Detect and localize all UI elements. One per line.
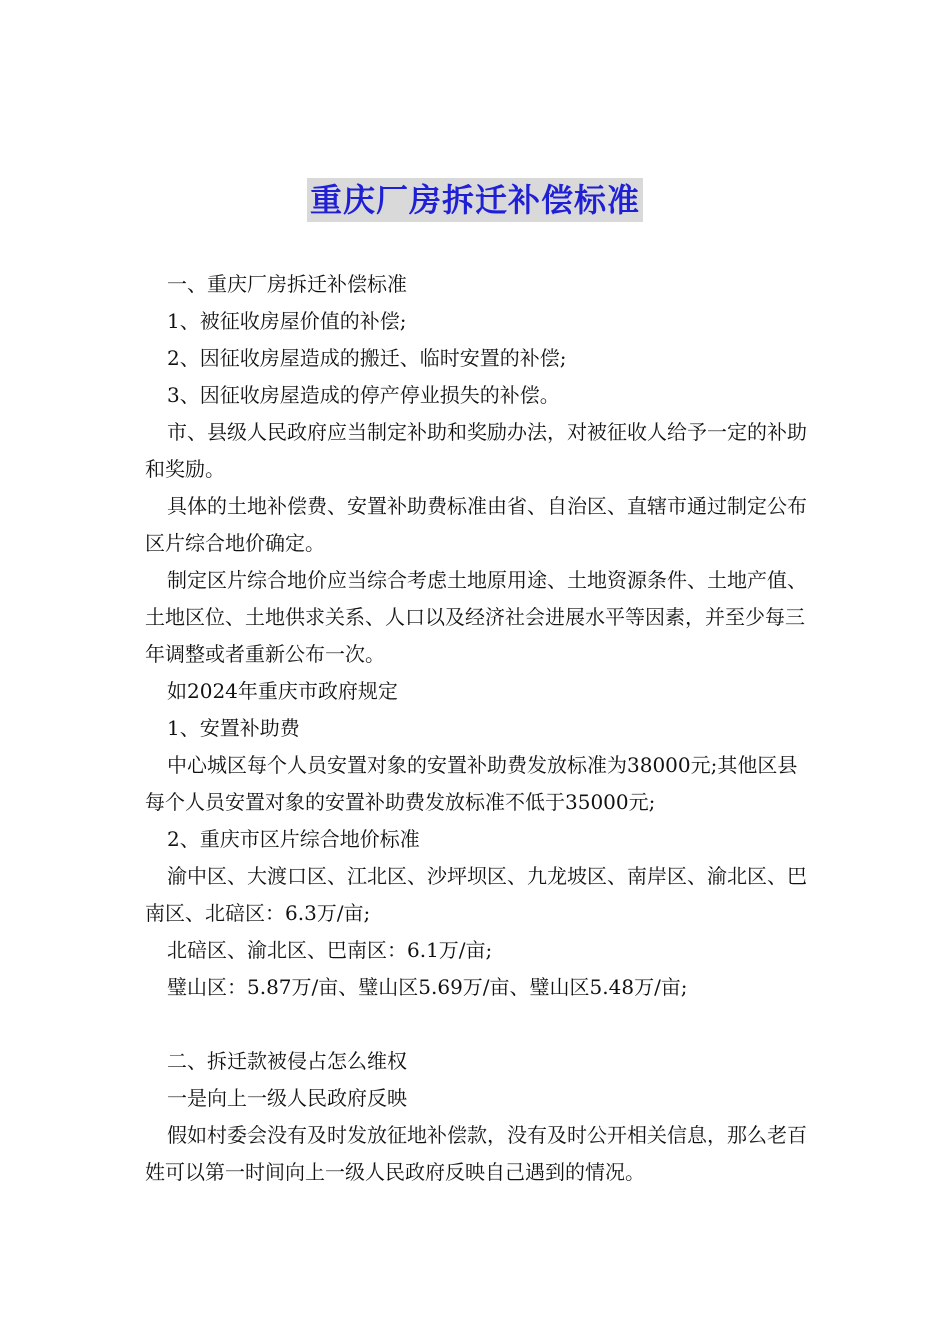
paragraph: 如2024年重庆市政府规定 bbox=[167, 679, 398, 703]
paragraph: 渝中区、大渡口区、江北区、沙坪坝区、九龙坡区、南岸区、渝北区、巴南区、北碚区：6.3万/亩; bbox=[145, 864, 807, 925]
list-item: 1、被征收房屋价值的补偿; bbox=[167, 309, 407, 333]
sub-heading: 2、重庆市区片综合地价标准 bbox=[167, 827, 420, 851]
title-container bbox=[0, 178, 950, 222]
paragraph: 璧山区：5.87万/亩、璧山区5.69万/亩、璧山区5.48万/亩; bbox=[167, 975, 688, 999]
document-title: 重庆厂房拆迁补偿标准 bbox=[307, 178, 643, 222]
sub-heading: 1、安置补助费 bbox=[167, 716, 300, 740]
paragraph: 中心城区每个人员安置对象的安置补助费发放标准为38000元;其他区县每个人员安置对象的安置补助费发放标准不低于35000元; bbox=[145, 753, 798, 814]
paragraph: 北碚区、渝北区、巴南区：6.1万/亩; bbox=[167, 938, 493, 962]
paragraph: 市、县级人民政府应当制定补助和奖励办法，对被征收人给予一定的补助和奖励。 bbox=[145, 420, 807, 481]
sub-heading: 一是向上一级人民政府反映 bbox=[167, 1086, 407, 1110]
section-heading-2: 二、拆迁款被侵占怎么维权 bbox=[167, 1049, 407, 1073]
paragraph: 假如村委会没有及时发放征地补偿款，没有及时公开相关信息，那么老百姓可以第一时间向上一级人民政府反映自己遇到的情况。 bbox=[145, 1123, 807, 1184]
paragraph: 制定区片综合地价应当综合考虑土地原用途、土地资源条件、土地产值、土地区位、土地供求关系、人口以及经济社会进展水平等因素，并至少每三年调整或者重新公布一次。 bbox=[145, 568, 807, 666]
document-body bbox=[145, 266, 807, 1191]
section-heading-1: 一、重庆厂房拆迁补偿标准 bbox=[167, 272, 407, 296]
paragraph: 具体的土地补偿费、安置补助费标准由省、自治区、直辖市通过制定公布区片综合地价确定。 bbox=[145, 494, 807, 555]
blank-line bbox=[145, 1006, 807, 1043]
list-item: 3、因征收房屋造成的停产停业损失的补偿。 bbox=[167, 383, 560, 407]
list-item: 2、因征收房屋造成的搬迁、临时安置的补偿; bbox=[167, 346, 567, 370]
